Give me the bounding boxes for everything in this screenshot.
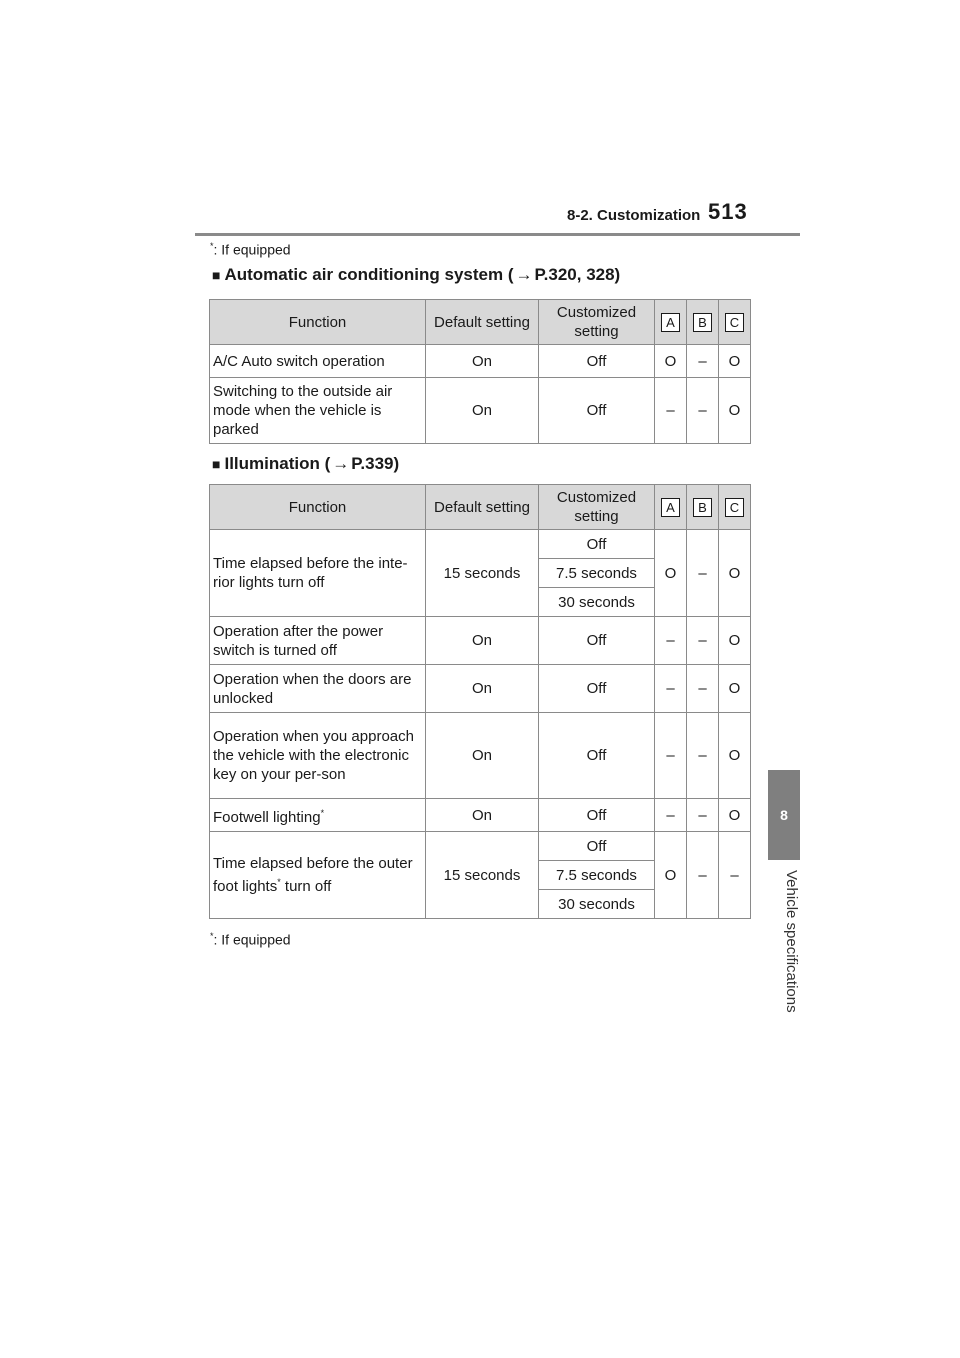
boxed-label-a: A	[661, 313, 680, 332]
col-custom: Customized setting	[539, 300, 655, 345]
chapter-tab: 8	[768, 770, 800, 860]
illum-section-heading	[212, 454, 399, 474]
col-a	[655, 300, 687, 345]
function-text-end: turn off	[280, 878, 332, 895]
b-cell: –	[687, 530, 719, 617]
ac-table	[209, 299, 751, 444]
footnote-star: *	[210, 241, 214, 251]
default-cell: On	[426, 799, 539, 832]
custom-option-cell: Off	[539, 832, 655, 861]
ac-title-prefix: Automatic air conditioning system (	[224, 265, 514, 284]
boxed-label-b: B	[693, 313, 712, 332]
table-header-row	[210, 485, 751, 530]
boxed-label-b: B	[693, 498, 712, 517]
table-row	[210, 799, 751, 832]
c-cell: O	[719, 345, 751, 378]
illum-table	[209, 484, 751, 919]
custom-cell: Off	[539, 617, 655, 665]
function-cell	[210, 799, 426, 832]
chapter-label: Vehicle specifications	[783, 870, 800, 1013]
header-divider	[195, 233, 800, 236]
square-bullet-icon: ■	[212, 267, 221, 283]
default-cell: 15 seconds	[426, 530, 539, 617]
square-bullet-icon: ■	[212, 456, 221, 472]
c-cell: O	[719, 378, 751, 444]
custom-cell: Off	[539, 713, 655, 799]
default-cell: On	[426, 665, 539, 713]
c-cell: O	[719, 799, 751, 832]
b-cell: –	[687, 665, 719, 713]
c-cell: O	[719, 617, 751, 665]
boxed-label-c: C	[725, 498, 744, 517]
c-cell: –	[719, 832, 751, 919]
default-cell: On	[426, 617, 539, 665]
custom-option-cell: 7.5 seconds	[539, 861, 655, 890]
custom-option-cell: 7.5 seconds	[539, 559, 655, 588]
illum-title-prefix: Illumination (	[224, 454, 331, 473]
col-a	[655, 485, 687, 530]
footnote-bottom	[210, 931, 291, 948]
custom-cell: Off	[539, 378, 655, 444]
default-cell: On	[426, 378, 539, 444]
col-b	[687, 485, 719, 530]
table-row	[210, 665, 751, 713]
b-cell: –	[687, 378, 719, 444]
function-text: Time elapsed before the outer foot lights	[213, 855, 413, 895]
b-cell: –	[687, 345, 719, 378]
function-cell: Switching to the outside air mode when the vehicle is parked	[210, 378, 426, 444]
arrow-right-icon: →	[332, 454, 350, 473]
default-cell: 15 seconds	[426, 832, 539, 919]
footnote-text: : If equipped	[213, 931, 291, 948]
b-cell: –	[687, 713, 719, 799]
col-custom: Customized setting	[539, 485, 655, 530]
custom-cell: Off	[539, 345, 655, 378]
page-number: 513	[708, 199, 748, 224]
col-b	[687, 300, 719, 345]
footnote-star: *	[320, 807, 325, 818]
col-c	[719, 300, 751, 345]
boxed-label-a: A	[661, 498, 680, 517]
custom-cell: Off	[539, 799, 655, 832]
ac-title-suffix: P.320, 328)	[534, 265, 621, 284]
col-default: Default setting	[426, 300, 539, 345]
function-cell: Time elapsed before the inte-rior lights turn off	[210, 530, 426, 617]
a-cell: O	[655, 345, 687, 378]
ac-section-heading	[212, 265, 620, 285]
a-cell: –	[655, 713, 687, 799]
footnote-top	[210, 241, 291, 258]
default-cell: On	[426, 345, 539, 378]
custom-cell: Off	[539, 665, 655, 713]
col-function: Function	[210, 485, 426, 530]
footnote-star: *	[277, 877, 281, 887]
function-cell: A/C Auto switch operation	[210, 345, 426, 378]
table-row	[210, 832, 751, 861]
default-cell: On	[426, 713, 539, 799]
c-cell: O	[719, 713, 751, 799]
function-cell: Operation after the power switch is turned off	[210, 617, 426, 665]
b-cell: –	[687, 832, 719, 919]
footnote-text: : If equipped	[213, 241, 291, 258]
function-cell	[210, 832, 426, 919]
section-title: 8-2. Customization	[567, 207, 701, 224]
function-cell: Operation when you approach the vehicle with the electronic key on your per-son	[210, 713, 426, 799]
b-cell: –	[687, 617, 719, 665]
custom-option-cell: 30 seconds	[539, 588, 655, 617]
col-c	[719, 485, 751, 530]
a-cell: –	[655, 617, 687, 665]
col-function: Function	[210, 300, 426, 345]
a-cell: O	[655, 530, 687, 617]
custom-option-cell: Off	[539, 530, 655, 559]
footnote-star: *	[210, 931, 214, 941]
c-cell: O	[719, 665, 751, 713]
table-header-row	[210, 300, 751, 345]
col-default: Default setting	[426, 485, 539, 530]
function-cell: Operation when the doors are unlocked	[210, 665, 426, 713]
table-row	[210, 713, 751, 799]
b-cell: –	[687, 799, 719, 832]
a-cell: –	[655, 799, 687, 832]
a-cell: –	[655, 665, 687, 713]
a-cell: –	[655, 378, 687, 444]
c-cell: O	[719, 530, 751, 617]
boxed-label-c: C	[725, 313, 744, 332]
function-text: Footwell lighting	[213, 808, 321, 826]
table-row	[210, 345, 751, 378]
a-cell: O	[655, 832, 687, 919]
illum-title-suffix: P.339)	[351, 454, 400, 473]
table-row	[210, 530, 751, 559]
table-row	[210, 378, 751, 444]
table-row	[210, 617, 751, 665]
arrow-right-icon: →	[515, 265, 533, 284]
custom-option-cell: 30 seconds	[539, 890, 655, 919]
